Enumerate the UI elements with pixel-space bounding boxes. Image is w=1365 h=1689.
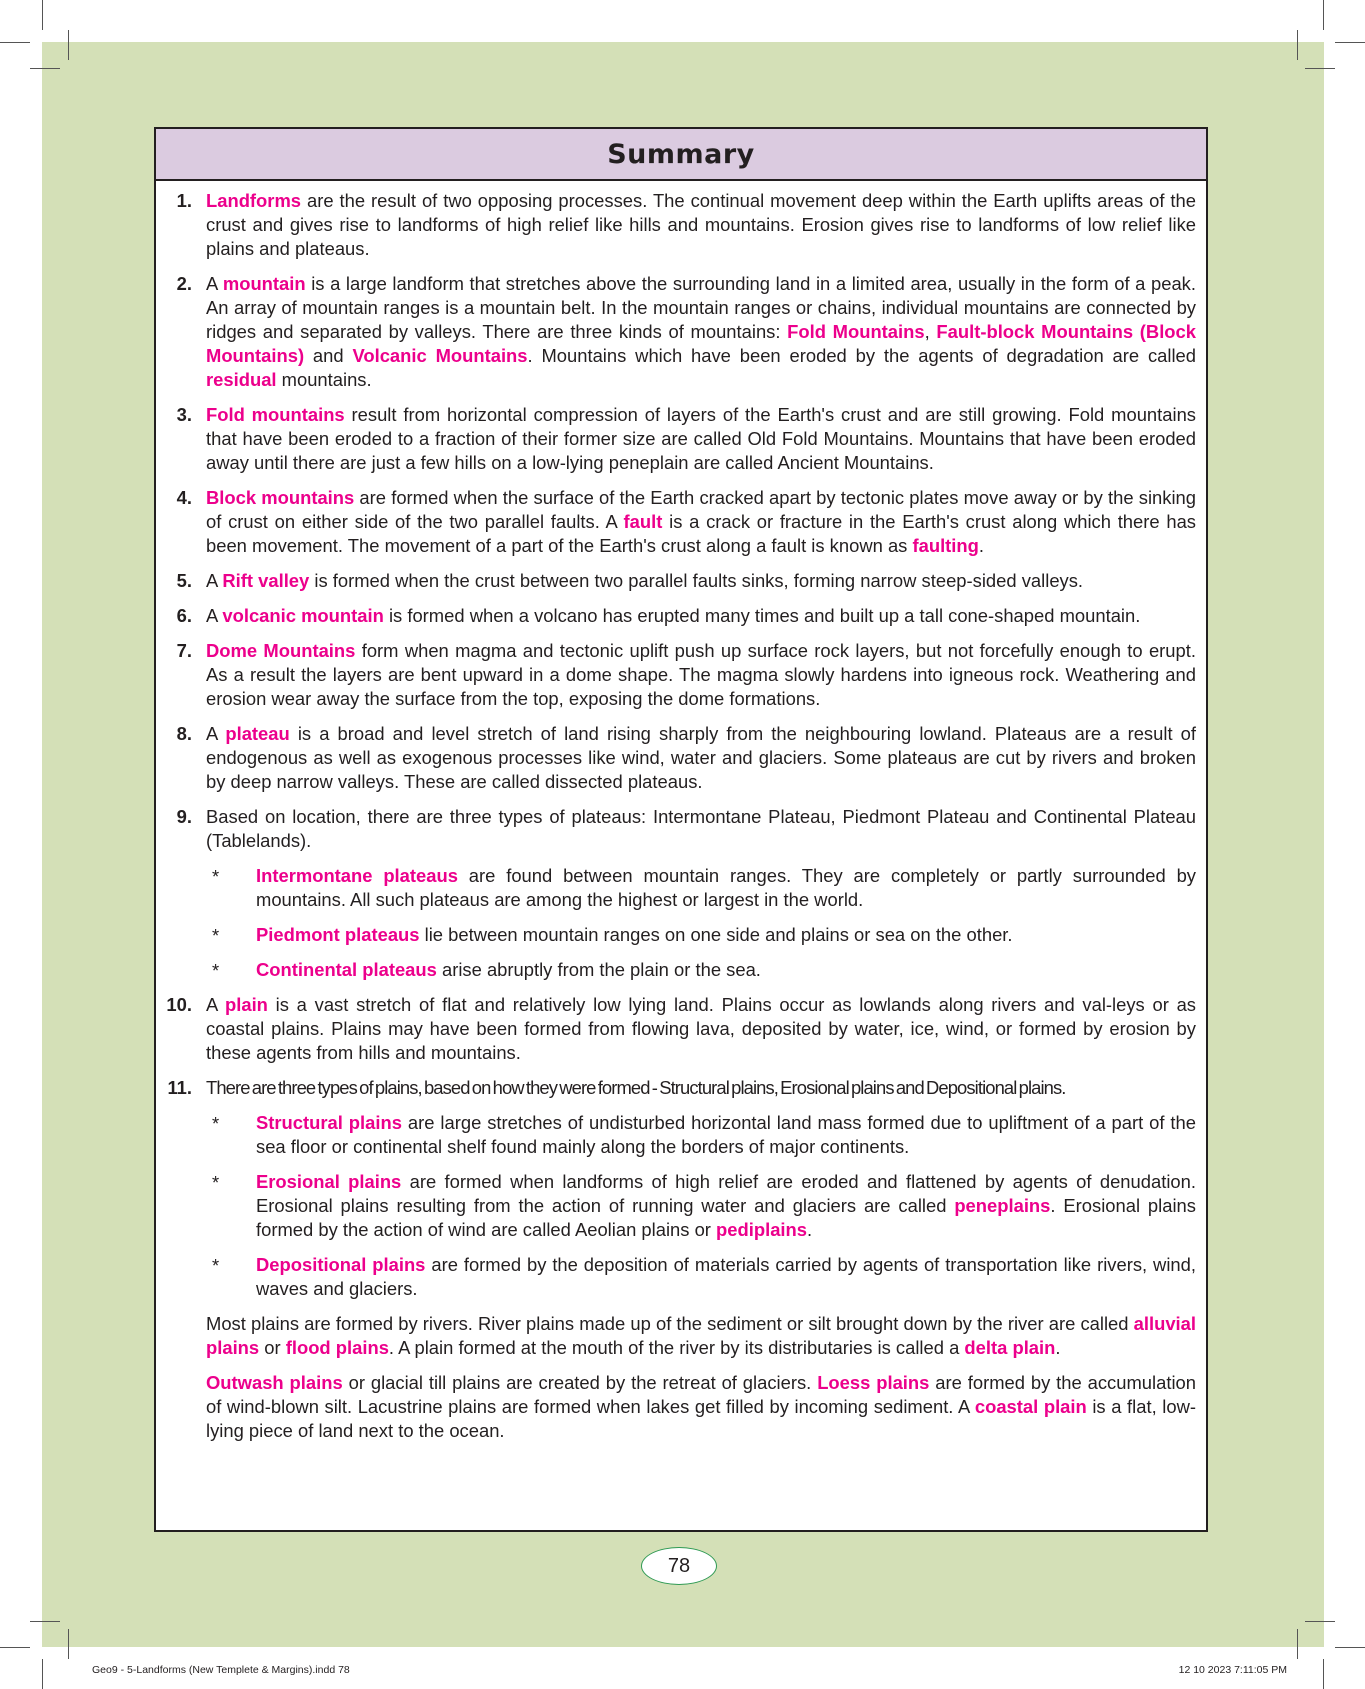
crop-mark — [1305, 68, 1335, 69]
item-number: 10. — [166, 994, 192, 1015]
summary-list — [156, 181, 1206, 1443]
crop-mark — [42, 0, 43, 30]
text-run: are formed when landforms of high relief are eroded and flattened by agents of denudation. Erosional plains resulting from the action of running water and glaciers are called — [256, 1171, 1196, 1216]
item-text — [206, 570, 1083, 591]
footer-timestamp: 12 10 2023 7:11:05 PM — [1178, 1664, 1287, 1676]
summary-item — [156, 1076, 1196, 1100]
text-run: are formed by the deposition of materials carried by agents of transportation like rivers, wind, waves and glaciers. — [256, 1254, 1196, 1299]
highlighted-term: Block mountains — [206, 487, 355, 508]
summary-item — [156, 569, 1196, 593]
crop-mark — [0, 42, 30, 43]
footer-file-name: Geo9 - 5-Landforms (New Templete & Margins).indd 78 — [92, 1664, 350, 1676]
item-number: 3. — [176, 404, 192, 425]
bullet-star: * — [212, 960, 220, 981]
sub-item — [156, 958, 1196, 982]
text-run: There are three types of plains, based on how they were formed - Structural plains, Erosional plains and Depositional plains. — [206, 1077, 1066, 1098]
highlighted-term: Depositional plains — [256, 1254, 426, 1275]
text-run: is a flat, low-lying piece of land next to the ocean. — [206, 1396, 1197, 1441]
highlighted-term: Outwash plains — [206, 1372, 343, 1393]
item-number: 7. — [176, 640, 192, 661]
text-run: are found between mountain ranges. They are completely or partly surrounded by mountains. All such plateaus are among the highest or largest in the world. — [256, 865, 1197, 910]
text-run: A — [206, 605, 223, 626]
item-text — [206, 487, 1196, 556]
item-text — [206, 806, 1196, 851]
crop-mark — [68, 1629, 69, 1659]
text-run: are formed when the surface of the Earth cracked apart by tectonic plates move away or by the sinking of crust on either side of the two parallel faults. A — [206, 487, 1196, 532]
sub-item-text — [256, 1254, 1196, 1299]
highlighted-term: plateau — [225, 723, 290, 744]
page-number: 78 — [667, 1554, 691, 1577]
item-text — [206, 404, 1196, 473]
text-run: is formed when the crust between two parallel faults sinks, forming narrow steep-sided valleys. — [309, 570, 1084, 591]
crop-mark — [1297, 30, 1298, 60]
highlighted-term: fault — [623, 511, 663, 532]
bullet-star: * — [212, 1172, 220, 1193]
crop-mark — [0, 1647, 30, 1648]
summary-item — [156, 805, 1196, 853]
sub-item-text — [256, 1112, 1196, 1157]
text-run: are large stretches of undisturbed horizontal land mass formed due to upliftment of a part of the sea floor or continental shelf found mainly along the borders of major continents. — [256, 1112, 1196, 1157]
summary-item — [156, 272, 1196, 392]
text-run: A — [206, 273, 223, 294]
crop-mark — [30, 1621, 60, 1622]
bullet-star: * — [212, 866, 220, 887]
text-run: are the result of two opposing processes. The continual movement deep within the Earth uplifts areas of the crust and gives rise to landforms of high relief like hills and mountains. Erosion gives rise to landforms of low relief like plains and plateaus. — [206, 190, 1196, 259]
text-run: form when magma and tectonic uplift push up surface rock layers, but not forcefully enough to erupt. As a result the layers are bent upward in a dome shape. The magma slowly hardens into igneous rock. Weathering and erosion wear away the surface from the top, exposing the dome formations. — [206, 640, 1196, 709]
summary-header — [156, 129, 1206, 181]
bullet-star: * — [212, 1113, 220, 1134]
highlighted-term: coastal plain — [974, 1396, 1087, 1417]
text-run: or glacial till plains are created by the retreat of glaciers. — [342, 1372, 818, 1393]
summary-item — [156, 486, 1196, 558]
item-number: 1. — [176, 190, 192, 211]
item-number: 5. — [176, 570, 192, 591]
summary-item — [156, 639, 1196, 711]
highlighted-term: peneplains — [954, 1195, 1051, 1216]
crop-mark — [42, 1659, 43, 1689]
text-run: is formed when a volcano has erupted many times and built up a tall cone-shaped mountain. — [383, 605, 1141, 626]
item-text — [206, 605, 1140, 626]
highlighted-term: Fold Mountains — [787, 321, 925, 342]
text-run: and — [304, 345, 353, 366]
text-run: is a crack or fracture in the Earth's crust along which there has been movement. The movement of a part of the Earth's crust along a fault is known as — [206, 511, 1196, 556]
summary-item — [156, 189, 1196, 261]
text-run: are formed by the accumulation of wind-blown silt. Lacustrine plains are formed when lakes get filled by incoming sediment. A — [206, 1372, 1196, 1417]
item-number: 9. — [176, 806, 192, 827]
item-text — [206, 994, 1196, 1063]
highlighted-term: Intermontane plateaus — [256, 865, 458, 886]
highlighted-term: Loess plains — [817, 1372, 930, 1393]
page-number-badge — [641, 1547, 717, 1585]
summary-item — [156, 993, 1196, 1065]
highlighted-term: alluvial plains — [206, 1313, 1196, 1358]
summary-item — [156, 722, 1196, 794]
crop-mark — [1323, 0, 1324, 30]
highlighted-term: faulting — [912, 535, 979, 556]
text-run: Based on location, there are three types of plateaus: Intermontane Plateau, Piedmont Plateau and Continental Plateau (Tablelands). — [206, 806, 1196, 851]
text-run: is a vast stretch of flat and relatively low lying land. Plains occur as lowlands along rivers and val-leys or as coastal plains. Plains may have been formed from flowing lava, deposited by water, ice, wind, or formed by erosion by these agents from hills and mountains. — [206, 994, 1196, 1063]
highlighted-term: delta plain — [964, 1337, 1056, 1358]
item-number: 11. — [167, 1077, 192, 1098]
text-run: . — [1055, 1337, 1061, 1358]
sub-item — [156, 864, 1196, 912]
highlighted-term: plain — [225, 994, 268, 1015]
sub-item-text — [256, 924, 1013, 945]
sub-item-text — [256, 865, 1196, 910]
crop-mark — [1297, 1629, 1298, 1659]
crop-mark — [68, 30, 69, 60]
text-run: mountains. — [276, 369, 372, 390]
highlighted-term: Landforms — [206, 190, 302, 211]
item-number: 6. — [176, 605, 192, 626]
item-text — [206, 273, 1196, 390]
text-run: . A plain formed at the mouth of the river by its distributaries is called a — [388, 1337, 965, 1358]
highlighted-term: Structural plains — [256, 1112, 402, 1133]
highlighted-term: Fault-block Mountains (Block Mountains) — [206, 321, 1196, 366]
bullet-star: * — [212, 925, 220, 946]
highlighted-term: mountain — [222, 273, 306, 294]
highlighted-term: pediplains — [716, 1219, 807, 1240]
text-run: A — [206, 994, 225, 1015]
text-run: is a broad and level stretch of land rising sharply from the neighbouring lowland. Plateaus are a result of endogenous as well as exogenous processes like wind, water and glaciers. Some plateaus are cut by rivers and broken by deep narrow valleys. These are called dissected plateaus. — [206, 723, 1196, 792]
paragraph — [156, 1371, 1196, 1443]
item-number: 8. — [176, 723, 192, 744]
text-run: . — [978, 535, 985, 556]
sub-item-text — [256, 959, 761, 980]
highlighted-term: Piedmont plateaus — [256, 924, 420, 945]
crop-mark — [1335, 1647, 1365, 1648]
summary-item — [156, 604, 1196, 628]
crop-mark — [1323, 1659, 1324, 1689]
text-run: Most plains are formed by rivers. River plains made up of the sediment or silt brought down by the river are called — [206, 1313, 1134, 1334]
highlighted-term: volcanic mountain — [222, 605, 384, 626]
text-run: . Mountains which have been eroded by the agents of degradation are called — [527, 345, 1196, 366]
sub-item — [156, 1170, 1196, 1242]
item-text — [206, 190, 1196, 259]
text-run: is a large landform that stretches above the surrounding land in a limited area, usually in the form of a peak. An array of mountain ranges is a mountain belt. In the mountain ranges or chains, individual mountains are connected by ridges and separated by valleys. There are three kinds of mountains: — [206, 273, 1196, 342]
summary-item — [156, 403, 1196, 475]
highlighted-term: Dome Mountains — [206, 640, 356, 661]
text-run: arise abruptly from the plain or the sea. — [436, 959, 761, 980]
text-run: . — [807, 1219, 813, 1240]
item-number: 4. — [176, 487, 192, 508]
crop-mark — [30, 68, 60, 69]
highlighted-term: Rift valley — [222, 570, 310, 591]
highlighted-term: Fold mountains — [206, 404, 345, 425]
text-run: or — [259, 1337, 286, 1358]
bullet-star: * — [212, 1255, 220, 1276]
text-run: lie between mountain ranges on one side and plains or sea on the other. — [419, 924, 1013, 945]
sub-item — [156, 1111, 1196, 1159]
item-text — [206, 640, 1196, 709]
highlighted-term: flood plains — [285, 1337, 389, 1358]
sub-item-text — [256, 1171, 1196, 1240]
crop-mark — [1305, 1621, 1335, 1622]
text-run: . Erosional plains formed by the action of wind are called Aeolian plains or — [256, 1195, 1196, 1240]
highlighted-term: residual — [206, 369, 277, 390]
highlighted-term: Erosional plains — [256, 1171, 402, 1192]
crop-mark — [1335, 42, 1365, 43]
text-run: result from horizontal compression of layers of the Earth's crust and are still growing. Fold mountains that have been eroded to a fraction of their former size are called Old Fold Mountains. Mountains that have been eroded away until there are just a few hills on a low-lying peneplain are called Ancient Mountains. — [206, 404, 1196, 473]
paragraph — [156, 1312, 1196, 1360]
highlighted-term: Volcanic Mountains — [352, 345, 528, 366]
sub-item — [156, 923, 1196, 947]
item-number: 2. — [176, 273, 192, 294]
text-run: A — [206, 570, 223, 591]
item-text — [206, 1077, 1066, 1098]
text-run: , — [924, 321, 937, 342]
text-run: A — [206, 723, 226, 744]
summary-box — [154, 127, 1208, 1532]
summary-title: Summary — [607, 138, 755, 170]
item-text — [206, 723, 1196, 792]
highlighted-term: Continental plateaus — [256, 959, 437, 980]
sub-item — [156, 1253, 1196, 1301]
